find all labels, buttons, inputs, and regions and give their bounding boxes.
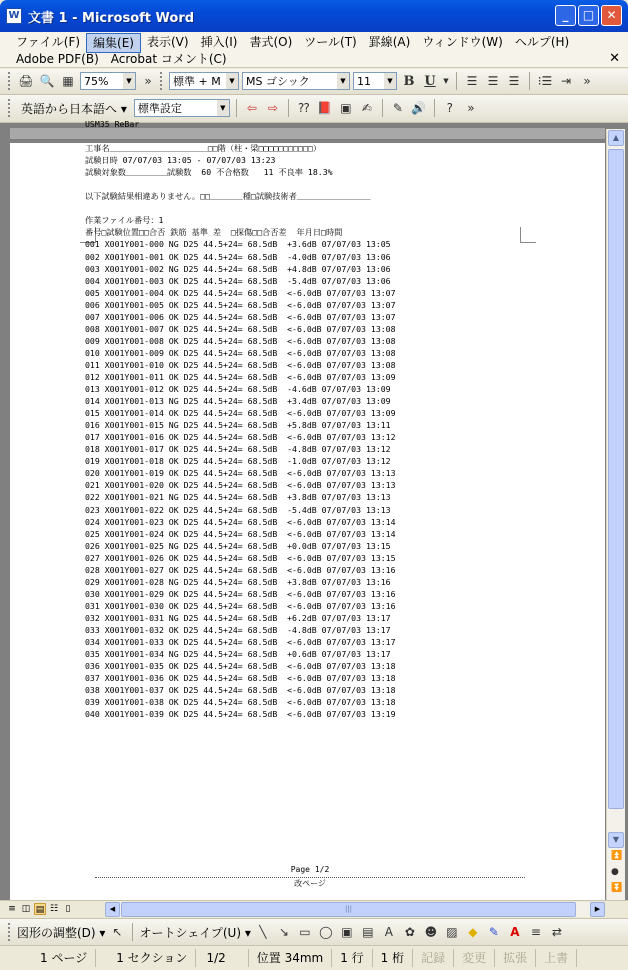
document-line: 002 X001Y001-001 OK D25 44.5+24= 68.5dB -4.0dB 07/07/03 13:06 <box>85 251 391 262</box>
menu-item[interactable]: 編集(E) <box>86 33 141 53</box>
document-line <box>85 202 396 214</box>
normal-view-icon[interactable]: ≡ <box>8 904 16 914</box>
document-line <box>85 720 396 732</box>
translate-next-icon[interactable]: ⇨ <box>267 101 278 115</box>
menu-item[interactable]: ヘルプ(H) <box>514 35 570 49</box>
document-line: 017 X001Y001-016 OK D25 44.5+24= 68.5dB <-6.0dB 07/07/03 13:12 <box>85 432 396 443</box>
toolbar-separator <box>434 99 435 117</box>
status-extend[interactable]: 拡張 <box>495 949 536 967</box>
numbered-list-icon[interactable]: ⁝☰ <box>537 74 553 88</box>
arrow-icon[interactable]: ↘ <box>278 925 289 939</box>
font-color-icon[interactable]: A <box>510 925 520 939</box>
chevron-down-icon[interactable]: ▼ <box>226 73 238 89</box>
align-left-icon[interactable]: ☰ <box>466 74 478 88</box>
menu-bar <box>0 32 628 68</box>
status-line: 1 行 <box>332 949 372 967</box>
toolbar-grip[interactable] <box>160 72 163 90</box>
calendar-icon[interactable]: ▣ <box>340 101 352 115</box>
next-page-icon[interactable]: ⏬ <box>611 883 623 893</box>
line-color-icon[interactable]: ✎ <box>488 925 499 939</box>
dictionary-icon[interactable]: 📕 <box>317 101 333 115</box>
document-line: 001 X001Y001-000 NG D25 44.5+24= 68.5dB +3.6dB 07/07/03 13:05 <box>85 239 391 250</box>
document-line: 015 X001Y001-014 OK D25 44.5+24= 68.5dB <-6.0dB 07/07/03 13:09 <box>85 408 396 419</box>
status-column: 1 桁 <box>373 949 413 967</box>
clipart-icon[interactable]: ☻ <box>424 925 438 939</box>
document-line: 034 X001Y001-033 OK D25 44.5+24= 68.5dB <-6.0dB 07/07/03 13:17 <box>85 637 396 648</box>
outline-view-icon[interactable]: ☷ <box>49 904 59 914</box>
translation-setting-combo[interactable] <box>134 99 230 117</box>
page-footer: Page 1/2 <box>290 865 330 874</box>
title-bar[interactable] <box>0 0 628 32</box>
oval-icon[interactable]: ◯ <box>319 925 333 939</box>
autoshape-label: オートシェイプ(U) <box>139 925 242 940</box>
status-overwrite[interactable]: 上書 <box>536 949 577 967</box>
status-pages: 1/2 <box>196 949 248 967</box>
notebook-icon[interactable]: ✎ <box>392 101 403 115</box>
help-icon[interactable]: ? <box>446 101 454 115</box>
document-line: 工事名＿＿＿＿＿＿＿＿＿＿＿＿□□階（柱・梁□□□□□□□□□□□） <box>85 143 322 154</box>
status-bar <box>0 945 628 970</box>
rectangle-icon[interactable]: ▭ <box>299 925 311 939</box>
status-track[interactable]: 変更 <box>454 949 495 967</box>
toolbar-grip[interactable] <box>8 99 11 117</box>
autoshape-button[interactable]: オートシェイプ(U) ▾ <box>139 925 251 940</box>
chevron-down-icon[interactable]: ▼ <box>443 77 449 85</box>
menu-item[interactable]: 書式(O) <box>249 35 293 49</box>
document-line <box>85 732 396 744</box>
print-layout-icon[interactable]: ▤ <box>35 905 45 915</box>
diagram-icon[interactable]: ✿ <box>404 925 415 939</box>
document-line: 005 X001Y001-004 OK D25 44.5+24= 68.5dB <-6.0dB 07/07/03 13:07 <box>85 287 396 298</box>
print-preview-icon[interactable]: 🔍 <box>39 74 55 88</box>
document-line: 番号□試験位置□□合否 鉄筋 基準 差 □探傷□□合否差 年月日□時間 <box>85 227 343 238</box>
horizontal-scrollbar[interactable] <box>105 902 605 917</box>
menu-item[interactable]: ファイル(F) <box>16 35 81 49</box>
indent-icon[interactable]: ⇥ <box>560 74 572 88</box>
scroll-down-icon[interactable]: ▼ <box>608 832 624 848</box>
document-line: 004 X001Y001-003 OK D25 44.5+24= 68.5dB -5.4dB 07/07/03 13:06 <box>85 275 391 286</box>
document-line: 018 X001Y001-017 OK D25 44.5+24= 68.5dB -4.8dB 07/07/03 13:12 <box>85 444 391 455</box>
toolbar-grip[interactable] <box>8 72 11 90</box>
font-size-value: 11 <box>357 74 371 88</box>
document-line: 032 X001Y001-031 NG D25 44.5+24= 68.5dB +6.2dB 07/07/03 13:17 <box>85 612 391 623</box>
menu-item[interactable]: ウィンドウ(W) <box>422 35 503 49</box>
document-line: 033 X001Y001-032 OK D25 44.5+24= 68.5dB -4.8dB 07/07/03 13:17 <box>85 624 391 635</box>
bold-button[interactable]: B <box>403 73 415 89</box>
document-line: 023 X001Y001-022 OK D25 44.5+24= 68.5dB -5.4dB 07/07/03 13:13 <box>85 504 391 515</box>
browse-object-icon[interactable]: ● <box>611 867 619 877</box>
status-record[interactable]: 記録 <box>413 949 454 967</box>
page-break: 改ページ <box>95 877 525 889</box>
chevron-down-icon[interactable]: ▼ <box>217 100 229 116</box>
menu-item[interactable]: Adobe PDF(B) <box>16 52 99 66</box>
close-button[interactable]: ✕ <box>601 5 622 26</box>
print-icon[interactable]: 🖨 <box>18 74 34 88</box>
maximize-button[interactable]: □ <box>578 5 599 26</box>
document-line: 試験対象数＿＿＿＿＿試験数 60 不合格数 11 不良率 18.3% <box>85 167 333 178</box>
toolbar-grip[interactable] <box>8 923 11 941</box>
toolbar-separator <box>529 72 530 90</box>
document-line: 030 X001Y001-029 OK D25 44.5+24= 68.5dB <-6.0dB 07/07/03 13:16 <box>85 588 396 599</box>
document-line: 025 X001Y001-024 OK D25 44.5+24= 68.5dB <-6.0dB 07/07/03 13:14 <box>85 528 396 539</box>
document-line: 028 X001Y001-027 OK D25 44.5+24= 68.5dB <-6.0dB 07/07/03 13:16 <box>85 564 396 575</box>
minimize-button[interactable]: _ <box>555 5 576 26</box>
font-size-combo[interactable] <box>353 72 397 90</box>
menu-item[interactable]: Acrobat コメント(C) <box>110 52 227 66</box>
wordart-icon[interactable]: A <box>384 925 393 939</box>
align-right-icon[interactable]: ☰ <box>508 74 520 88</box>
toolbar-separator <box>456 72 457 90</box>
line-style-icon[interactable]: ≡ <box>530 925 541 939</box>
document-line: 010 X001Y001-009 OK D25 44.5+24= 68.5dB <-6.0dB 07/07/03 13:08 <box>85 347 396 358</box>
scroll-right-icon[interactable]: ▶ <box>590 902 605 917</box>
status-page: 1 ページ <box>0 949 96 967</box>
memo-icon[interactable]: ✍ <box>361 101 372 115</box>
document-line: 008 X001Y001-007 OK D25 44.5+24= 68.5dB <-6.0dB 07/07/03 13:08 <box>85 323 396 334</box>
document-line: 003 X001Y001-002 NG D25 44.5+24= 68.5dB +4.8dB 07/07/03 13:06 <box>85 263 391 274</box>
scroll-up-icon[interactable]: ▲ <box>608 130 624 146</box>
formatting-toolbar <box>0 69 628 95</box>
font-combo[interactable] <box>242 72 350 90</box>
translate-button[interactable]: 英語から日本語へ ▾ <box>21 101 127 116</box>
document-line: 036 X001Y001-035 OK D25 44.5+24= 68.5dB <-6.0dB 07/07/03 13:18 <box>85 661 396 672</box>
underline-button[interactable]: U <box>424 73 436 89</box>
document-line: 031 X001Y001-030 OK D25 44.5+24= 68.5dB <-6.0dB 07/07/03 13:16 <box>85 600 396 611</box>
document-line: 011 X001Y001-010 OK D25 44.5+24= 68.5dB <-6.0dB 07/07/03 13:08 <box>85 359 396 370</box>
document-close-icon[interactable]: ✕ <box>609 51 620 66</box>
menu-item[interactable]: ツール(T) <box>304 35 357 49</box>
document-line <box>85 130 396 142</box>
chevron-down-icon[interactable]: ▼ <box>384 73 396 89</box>
document-line: 以下試験結果相違ありません。□□＿＿＿＿種□試験技術者＿＿＿＿＿＿＿＿＿ <box>85 191 371 202</box>
document-line: 024 X001Y001-023 OK D25 44.5+24= 68.5dB <-6.0dB 07/07/03 13:14 <box>85 516 396 527</box>
fill-color-icon[interactable]: ◆ <box>468 925 478 939</box>
chevron-down-icon[interactable]: ▼ <box>123 73 135 89</box>
drawing-toolbar <box>0 918 628 945</box>
menu-item[interactable]: 表示(V) <box>146 35 189 49</box>
zoom-combo[interactable] <box>80 72 136 90</box>
status-position: 位置 34mm <box>249 949 332 967</box>
toolbar-separator <box>288 99 289 117</box>
document-line: 020 X001Y001-019 OK D25 44.5+24= 68.5dB <-6.0dB 07/07/03 13:13 <box>85 468 396 479</box>
table-icon[interactable]: ▦ <box>62 74 74 88</box>
document-line: 006 X001Y001-005 OK D25 44.5+24= 68.5dB <-6.0dB 07/07/03 13:07 <box>85 299 396 310</box>
toolbar-options-icon[interactable]: » <box>144 74 152 88</box>
select-pointer-icon[interactable]: ↖ <box>112 925 123 939</box>
speaker-icon[interactable]: 🔊 <box>411 101 427 115</box>
toolbar-separator <box>382 99 383 117</box>
style-combo[interactable] <box>169 72 239 90</box>
window-title: 文書 1 - Microsoft Word <box>28 10 195 26</box>
web-view-icon[interactable]: ◫ <box>21 904 31 914</box>
toolbar-separator <box>132 923 133 941</box>
document-line: 022 X001Y001-021 NG D25 44.5+24= 68.5dB +3.8dB 07/07/03 13:13 <box>85 492 391 503</box>
margin-corner-mark <box>520 227 536 243</box>
document-line: 作業ファイル番号：1 <box>85 215 164 226</box>
menu-item[interactable]: 罫線(A) <box>368 35 411 49</box>
previous-page-icon[interactable]: ⏫ <box>611 851 623 861</box>
document-line: 027 X001Y001-026 OK D25 44.5+24= 68.5dB <-6.0dB 07/07/03 13:15 <box>85 552 396 563</box>
vertical-textbox-icon[interactable]: ▤ <box>362 925 374 939</box>
document-line: 038 X001Y001-037 OK D25 44.5+24= 68.5dB <-6.0dB 07/07/03 13:18 <box>85 685 396 696</box>
document-line: 029 X001Y001-028 NG D25 44.5+24= 68.5dB +3.8dB 07/07/03 13:16 <box>85 576 391 587</box>
document-line: 037 X001Y001-036 OK D25 44.5+24= 68.5dB <-6.0dB 07/07/03 13:18 <box>85 673 396 684</box>
horizontal-scrollbar-row <box>0 900 628 918</box>
toolbar-separator <box>236 99 237 117</box>
document-line: 014 X001Y001-013 NG D25 44.5+24= 68.5dB +3.4dB 07/07/03 13:09 <box>85 396 391 407</box>
scroll-thumb[interactable] <box>608 149 624 809</box>
document-line: 040 X001Y001-039 OK D25 44.5+24= 68.5dB <-6.0dB 07/07/03 13:19 <box>85 709 396 720</box>
style-value: 標準 + M <box>173 75 221 88</box>
document-line: 試験日時 07/07/03 13:05 - 07/07/03 13:23 <box>85 155 276 166</box>
zoom-value: 75% <box>84 74 109 88</box>
translation-setting-value: 標準設定 <box>137 102 182 115</box>
font-value: MS ゴシック <box>246 75 310 88</box>
document-heading: USM35 ReBar <box>85 119 140 129</box>
status-section: 1 セクション <box>96 949 196 967</box>
word-app-icon[interactable]: W <box>6 8 22 24</box>
vertical-scrollbar[interactable] <box>606 129 625 900</box>
document-line: 039 X001Y001-038 OK D25 44.5+24= 68.5dB <-6.0dB 07/07/03 13:18 <box>85 697 396 708</box>
document-line: 012 X001Y001-011 OK D25 44.5+24= 68.5dB <-6.0dB 07/07/03 13:09 <box>85 371 396 382</box>
horizontal-scroll-thumb[interactable]: ||| <box>121 902 576 917</box>
document-line: 016 X001Y001-015 NG D25 44.5+24= 68.5dB +5.8dB 07/07/03 13:11 <box>85 420 391 431</box>
translate-prev-icon[interactable]: ⇦ <box>246 101 257 115</box>
translate-query-icon[interactable]: ⁇ <box>298 101 310 115</box>
toolbar-options-icon[interactable]: » <box>583 74 591 88</box>
document-line: 021 X001Y001-020 OK D25 44.5+24= 68.5dB <-6.0dB 07/07/03 13:13 <box>85 480 396 491</box>
toolbar-options-icon[interactable]: » <box>467 101 475 115</box>
reading-view-icon[interactable]: ▯ <box>65 904 71 914</box>
textbox-icon[interactable]: ▣ <box>341 925 353 939</box>
draw-adjust-label: 図形の調整(D) <box>17 925 96 940</box>
arrow-style-icon[interactable]: ⇄ <box>551 925 562 939</box>
document-line: 019 X001Y001-018 OK D25 44.5+24= 68.5dB -1.0dB 07/07/03 13:12 <box>85 456 391 467</box>
document-line: 026 X001Y001-025 NG D25 44.5+24= 68.5dB +0.0dB 07/07/03 13:15 <box>85 540 391 551</box>
document-line: 035 X001Y001-034 NG D25 44.5+24= 68.5dB +0.6dB 07/07/03 13:17 <box>85 649 391 660</box>
draw-adjust-button[interactable]: 図形の調整(D) ▾ <box>17 925 106 940</box>
scroll-left-icon[interactable]: ◀ <box>105 902 120 917</box>
picture-icon[interactable]: ▨ <box>446 925 458 939</box>
document-line <box>85 178 396 190</box>
document-line: 013 X001Y001-012 OK D25 44.5+24= 68.5dB -4.6dB 07/07/03 13:09 <box>85 384 391 395</box>
document-line: 007 X001Y001-006 OK D25 44.5+24= 68.5dB <-6.0dB 07/07/03 13:07 <box>85 311 396 322</box>
document-text[interactable] <box>85 118 396 744</box>
menu-item[interactable]: 挿入(I) <box>200 35 238 49</box>
document-line: 009 X001Y001-008 OK D25 44.5+24= 68.5dB <-6.0dB 07/07/03 13:08 <box>85 335 396 346</box>
align-center-icon[interactable]: ☰ <box>487 74 499 88</box>
line-icon[interactable]: ╲ <box>259 925 267 939</box>
translate-label: 英語から日本語へ <box>21 101 118 116</box>
chevron-down-icon[interactable]: ▼ <box>337 73 349 89</box>
